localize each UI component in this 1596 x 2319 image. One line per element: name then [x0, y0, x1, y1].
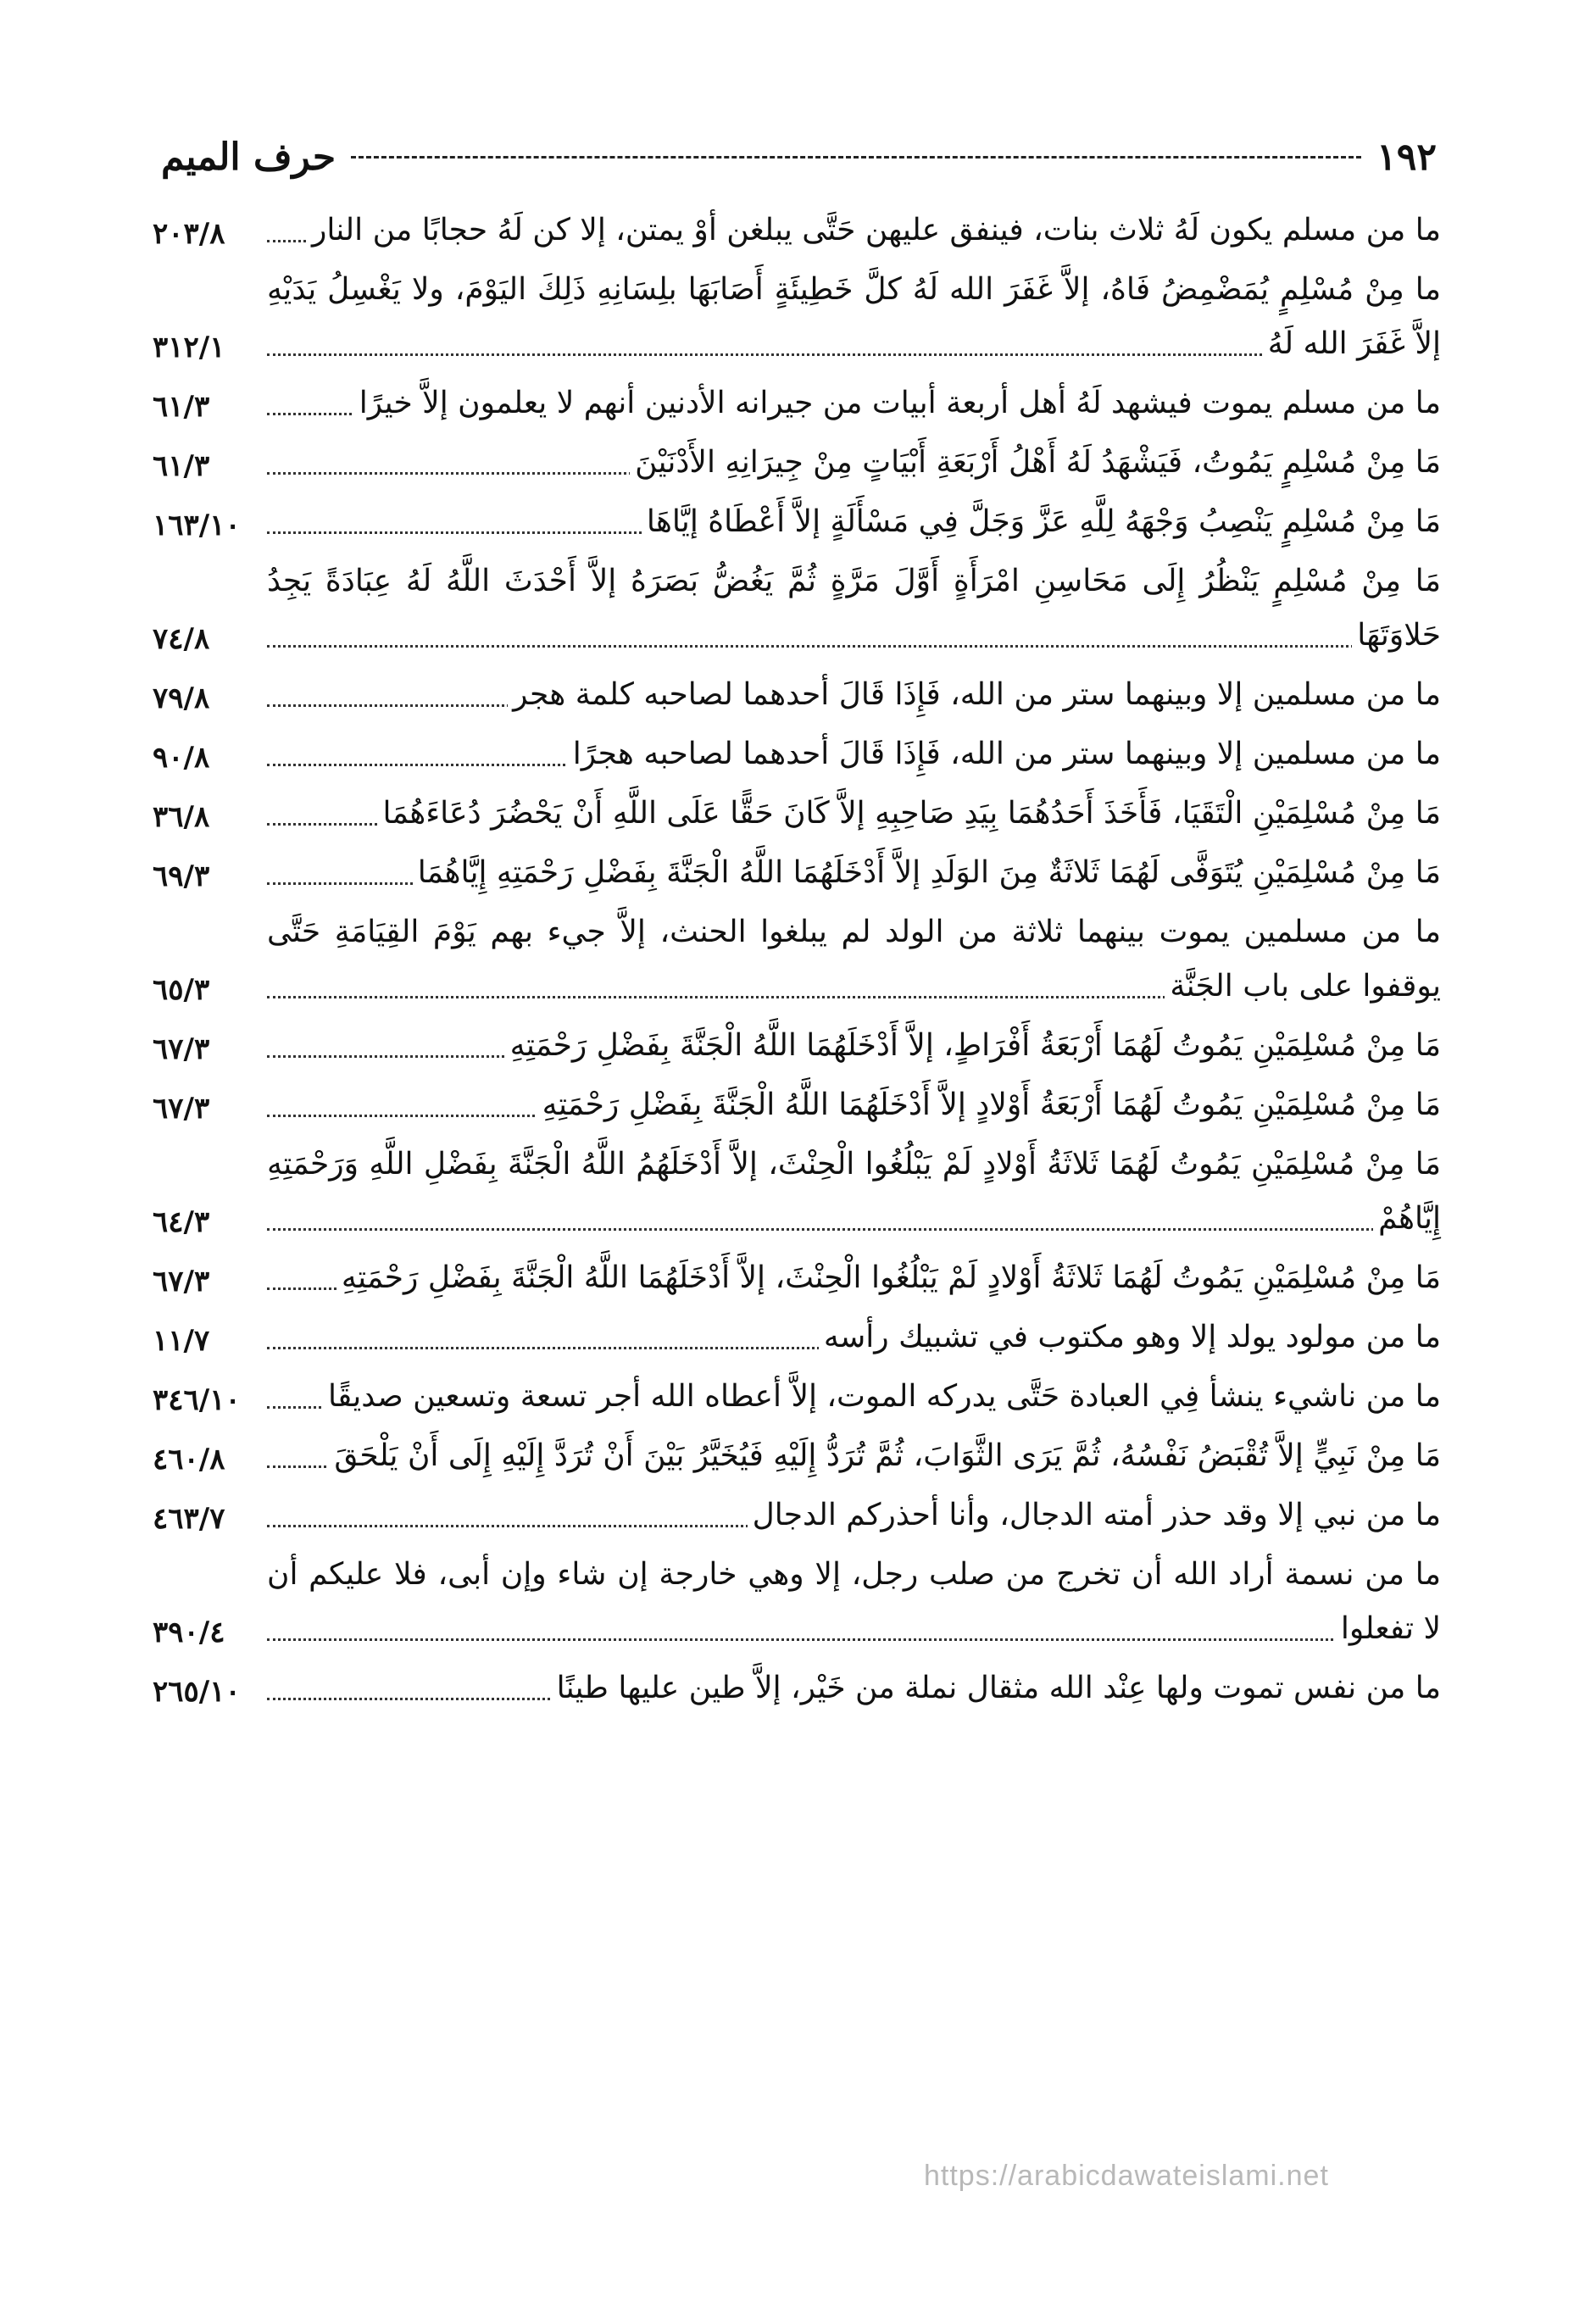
index-entry: [153, 668, 1441, 722]
index-entry: [153, 1429, 1441, 1483]
entry-reference: ٢٠٣/٨: [153, 217, 225, 251]
index-entry: [153, 1548, 1441, 1656]
hadith-index-list: [153, 203, 1441, 1721]
entry-text: مَا مِنْ مُسْلِمٍ يَنْظُرُ إِلَى مَحَاسِنِ امْرَأَةٍ أَوَّلَ مَرَّةٍ ثُمَّ يَغُضُّ بَصَرَهُ إلاَّ أَحْدَثَ اللَّهُ لَهُ عِبَادَةً يَجِدُ حَلاوَتَهَا: [267, 564, 1442, 653]
index-entry: [153, 263, 1441, 371]
page-header: [161, 127, 1437, 186]
entry-reference: ٣٤٦/١٠: [153, 1383, 241, 1417]
entry-reference: ٦١/٣: [153, 449, 210, 483]
page-number: ١٩٢: [1376, 135, 1437, 179]
entry-text: مَا مِنْ مُسْلِمَيْنِ يَمُوتُ لَهُمَا أَرْبَعَةُ أَفْرَاطٍ، إلاَّ أَدْخَلَهُمَا اللَّهُ الْجَنَّةَ بِفَضْلِ رَحْمَتِهِ: [505, 1028, 1441, 1063]
entry-text-block: [267, 1019, 1441, 1073]
entry-reference: ٧٩/٨: [153, 681, 210, 715]
entry-text-block: [267, 263, 1441, 371]
entry-reference: ٤٦٣/٧: [153, 1502, 225, 1536]
index-entry: [153, 1488, 1441, 1543]
index-entry: [153, 376, 1441, 431]
entry-reference: ٦٧/٣: [153, 1032, 210, 1066]
chapter-title: حرف الميم: [161, 135, 336, 179]
entry-reference: ٩٠/٨: [153, 741, 210, 775]
entry-text-block: [267, 1429, 1441, 1483]
entry-text-block: [267, 554, 1441, 663]
entry-reference: ٦١/٣: [153, 390, 210, 424]
entry-text: مَا مِنْ نَبِيٍّ إلاَّ تُقْبَضُ نَفْسُهُ، ثُمَّ يَرَى الثَّوَابَ، ثُمَّ تُرَدُّ إِلَيْهِ فَيُخَيَّرُ بَيْنَ أَنْ تُرَدَّ إِلَيْهِ إِلَى أَنْ يَلْحَقَ: [329, 1438, 1441, 1473]
entry-text: مَا مِنْ مُسْلِمَيْنِ يَمُوتُ لَهُمَا أَرْبَعَةُ أَوْلادٍ إلاَّ أَدْخَلَهُمَا اللَّهُ الْجَنَّةَ بِفَضْلِ رَحْمَتِهِ: [537, 1087, 1441, 1122]
index-entry: [153, 554, 1441, 663]
entry-text-block: [267, 846, 1441, 900]
entry-text: مَا مِنْ مُسْلِمٍ يَمُوتُ، فَيَشْهَدُ لَهُ أَهْلُ أَرْبَعَةِ أَبْيَاتٍ مِنْ جِيرَانِهِ الأَدْنَيْنَ: [630, 445, 1441, 480]
index-entry: [153, 1251, 1441, 1305]
entry-text-block: [267, 1548, 1441, 1656]
index-entry: [153, 1310, 1441, 1365]
entry-text-block: [267, 1370, 1441, 1424]
index-entry: [153, 846, 1441, 900]
index-entry: [153, 495, 1441, 549]
entry-reference: ١٦٣/١٠: [153, 509, 241, 542]
entry-reference: ٦٩/٣: [153, 859, 210, 893]
entry-reference: ٦٥/٣: [153, 973, 210, 1007]
entry-text-block: [267, 1137, 1441, 1246]
entry-text: ما من مسلم يموت فيشهد لَهُ أهل أربعة أبيات من جيرانه الأدنين أنهم لا يعلمون إلاَّ خيرًا: [354, 386, 1441, 420]
entry-text: ما من نبي إلا وقد حذر أمته الدجال، وأنا أحذركم الدجال: [748, 1498, 1441, 1532]
entry-text-block: [267, 727, 1441, 781]
entry-reference: ٣١٢/١: [153, 331, 225, 364]
entry-text-block: [267, 905, 1441, 1014]
index-entry: [153, 1137, 1441, 1246]
entry-text-block: [267, 1661, 1441, 1716]
entry-text: مَا مِنْ مُسْلِمَيْنِ يَمُوتُ لَهُمَا ثَلاثَةُ أَوْلادٍ لَمْ يَبْلُغُوا الْحِنْثَ، إلاَّ أَدْخَلَهُمُ اللَّهُ الْجَنَّةَ بِفَضْلِ اللَّهِ وَرَحْمَتِهِ إِيَّاهُمْ: [267, 1147, 1441, 1236]
index-entry: [153, 203, 1441, 258]
entry-text: ما من مسلمين إلا وبينهما ستر من الله، فَإِذَا قَالَ أحدهما لصاحبه كلمة هجر: [508, 677, 1441, 712]
entry-reference: ٤٦٠/٨: [153, 1443, 225, 1476]
entry-text-block: [267, 787, 1441, 841]
entry-text: مَا مِنْ مُسْلِمَيْنِ يُتَوَفَّى لَهُمَا ثَلاثَةٌ مِنَ الوَلَدِ إلاَّ أَدْخَلَهُمَا اللَّهُ الْجَنَّةَ بِفَضْلِ رَحْمَتِهِ إِيَّاهُمَا: [413, 855, 1441, 890]
watermark-url: https://arabicdawateislami.net: [924, 2160, 1329, 2192]
entry-text-block: [267, 1251, 1441, 1305]
entry-text: مَا مِنْ مُسْلِمَيْنِ الْتَقَيَا، فَأَخَذَ أَحَدُهُمَا بِيَدِ صَاحِبِهِ إلاَّ كَانَ حَقًّا عَلَى اللَّهِ أَنْ يَحْضُرَ دُعَاءَهُمَا: [377, 796, 1441, 831]
entry-text: ما من مسلمين إلا وبينهما ستر من الله، فَإِذَا قَالَ أحدهما لصاحبه هجرًا: [568, 737, 1441, 771]
entry-text-block: [267, 376, 1441, 431]
leader-dots: [267, 1638, 1441, 1641]
entry-reference: ٦٤/٣: [153, 1205, 210, 1239]
entry-text-block: [267, 203, 1441, 258]
index-entry: [153, 1370, 1441, 1424]
entry-reference: ٣٩٠/٤: [153, 1616, 225, 1649]
index-entry: [153, 1019, 1441, 1073]
entry-text: ما من مسلم يكون لَهُ ثلاث بنات، فينفق عليهن حَتَّى يبلغن أوْ يمتن، إلا كن لَهُ حجابًا من النار: [307, 213, 1441, 247]
index-entry: [153, 1078, 1441, 1132]
entry-text: ما من مسلمين يموت بينهما ثلاثة من الولد لم يبلغوا الحنث، إلاَّ جيء بهم يَوْمَ القِيَامَةِ حَتَّى يوقفوا على باب الجَنَّة: [267, 915, 1441, 1004]
leader-dots: [267, 1228, 1441, 1231]
entry-text-block: [267, 495, 1441, 549]
entry-text: مَا مِنْ مُسْلِمٍ يَنْصِبُ وَجْهَهُ لِلَّهِ عَزَّ وَجَلَّ فِي مَسْأَلَةٍ إلاَّ أَعْطَاهُ إيَّاهَا: [642, 504, 1441, 539]
index-entry: [153, 727, 1441, 781]
entry-text: ما من ناشيء ينشأ فِي العبادة حَتَّى يدركه الموت، إلاَّ أعطاه الله أجر تسعة وتسعين صديقًا: [323, 1379, 1441, 1414]
header-rule: [351, 156, 1361, 158]
entry-reference: ٦٧/٣: [153, 1265, 210, 1299]
index-entry: [153, 436, 1441, 490]
entry-reference: ٣٦/٨: [153, 800, 210, 834]
entry-text: ما من نفس تموت ولها عِنْد الله مثقال نملة من خَيْر، إلاَّ طين عليها طينًا: [552, 1671, 1441, 1705]
entry-reference: ١١/٧: [153, 1324, 210, 1358]
entry-text-block: [267, 1310, 1441, 1365]
index-entry: [153, 905, 1441, 1014]
entry-text-block: [267, 1488, 1441, 1543]
entry-text-block: [267, 668, 1441, 722]
entry-text: ما من نسمة أراد الله أن تخرج من صلب رجل، إلا وهي خارجة إن شاء وإن أبى، فلا عليكم أن لا تفعلوا: [267, 1557, 1441, 1646]
entry-reference: ٧٤/٨: [153, 622, 210, 656]
entry-text: ما من مولود يولد إلا وهو مكتوب في تشبيك رأسه: [819, 1320, 1441, 1354]
entry-reference: ٦٧/٣: [153, 1092, 210, 1126]
leader-dots: [267, 645, 1441, 648]
entry-text-block: [267, 1078, 1441, 1132]
index-entry: [153, 787, 1441, 841]
index-entry: [153, 1661, 1441, 1716]
entry-text-block: [267, 436, 1441, 490]
entry-reference: ٢٦٥/١٠: [153, 1675, 241, 1709]
entry-text: مَا مِنْ مُسْلِمَيْنِ يَمُوتُ لَهُمَا ثَلاثَةُ أَوْلادٍ لَمْ يَبْلُغُوا الْحِنْثَ، إلاَّ أَدْخَلَهُمَا اللَّهُ الْجَنَّةَ بِفَضْلِ رَحْمَتِهِ: [336, 1260, 1441, 1295]
entry-text: ما مِنْ مُسْلِمٍ يُمَضْمِضُ فَاهُ، إلاَّ غَفَرَ الله لَهُ كلَّ خَطِيئَةٍ أَصَابَهَا بلِسَانِهِ ذَلِكَ اليَوْمَ، ولا يَغْسِلُ يَدَيْهِ إلاَّ غَفَرَ الله لَهُ: [267, 272, 1441, 361]
